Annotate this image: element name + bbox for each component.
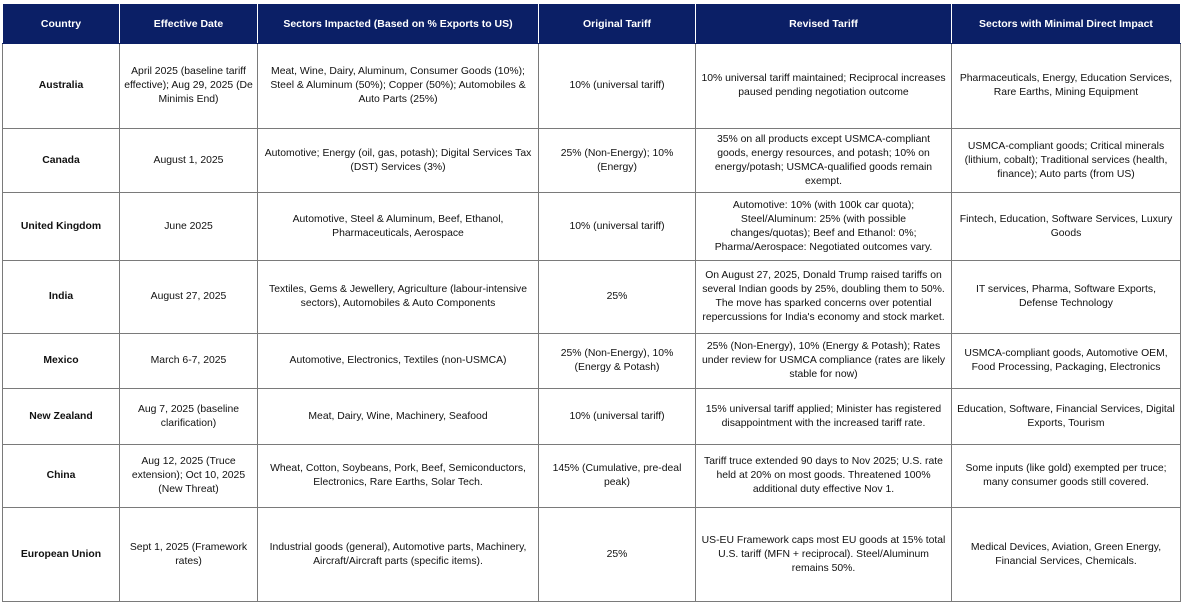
effective-date-cell: August 1, 2025 <box>120 129 258 193</box>
tariff-table-container <box>2 3 1180 600</box>
sectors-impacted-cell: Industrial goods (general), Automotive parts, Machinery, Aircraft/Aircraft parts (specific items). <box>258 508 539 602</box>
original-tariff-cell: 10% (universal tariff) <box>539 389 696 445</box>
sectors-impacted-cell: Automotive; Energy (oil, gas, potash); Digital Services Tax (DST) Services (3%) <box>258 129 539 193</box>
minimal-impact-cell: USMCA-compliant goods, Automotive OEM, Food Processing, Packaging, Electronics <box>952 334 1181 389</box>
revised-tariff-cell: 35% on all products except USMCA-compliant goods, energy resources, and potash; 10% on energy/potash; USMCA-qualified goods remain exempt. <box>696 129 952 193</box>
country-cell: India <box>3 261 120 334</box>
original-tariff-cell: 10% (universal tariff) <box>539 193 696 261</box>
minimal-impact-cell: Some inputs (like gold) exempted per truce; many consumer goods still covered. <box>952 445 1181 508</box>
effective-date-cell: Aug 7, 2025 (baseline clarification) <box>120 389 258 445</box>
sectors-impacted-cell: Meat, Dairy, Wine, Machinery, Seafood <box>258 389 539 445</box>
revised-tariff-cell: Tariff truce extended 90 days to Nov 2025; U.S. rate held at 20% on most goods. Threatened 100% additional duty effective Nov 1. <box>696 445 952 508</box>
column-header-original-tariff: Original Tariff <box>539 4 696 44</box>
country-cell: United Kingdom <box>3 193 120 261</box>
table-row <box>3 193 1181 261</box>
original-tariff-cell: 25% <box>539 261 696 334</box>
effective-date-cell: June 2025 <box>120 193 258 261</box>
column-header-revised-tariff: Revised Tariff <box>696 4 952 44</box>
revised-tariff-cell: On August 27, 2025, Donald Trump raised tariffs on several Indian goods by 25%, doubling them to 50%. The move has sparked concerns over potential repercussions for India's economy and stock market. <box>696 261 952 334</box>
minimal-impact-cell: Fintech, Education, Software Services, Luxury Goods <box>952 193 1181 261</box>
original-tariff-cell: 25% <box>539 508 696 602</box>
table-row <box>3 44 1181 129</box>
minimal-impact-cell: Medical Devices, Aviation, Green Energy, Financial Services, Chemicals. <box>952 508 1181 602</box>
country-cell: China <box>3 445 120 508</box>
minimal-impact-cell: Education, Software, Financial Services, Digital Exports, Tourism <box>952 389 1181 445</box>
original-tariff-cell: 145% (Cumulative, pre-deal peak) <box>539 445 696 508</box>
country-cell: European Union <box>3 508 120 602</box>
column-header-effective-date: Effective Date <box>120 4 258 44</box>
revised-tariff-cell: Automotive: 10% (with 100k car quota); Steel/Aluminum: 25% (with possible changes/quotas); Beef and Ethanol: 0%; Pharma/Aerospace: Negotiated outcomes vary. <box>696 193 952 261</box>
table-row <box>3 261 1181 334</box>
original-tariff-cell: 25% (Non-Energy); 10% (Energy) <box>539 129 696 193</box>
effective-date-cell: Aug 12, 2025 (Truce extension); Oct 10, 2025 (New Threat) <box>120 445 258 508</box>
column-header-minimal-impact: Sectors with Minimal Direct Impact <box>952 4 1181 44</box>
sectors-impacted-cell: Wheat, Cotton, Soybeans, Pork, Beef, Semiconductors, Electronics, Rare Earths, Solar Tech. <box>258 445 539 508</box>
country-cell: Australia <box>3 44 120 129</box>
original-tariff-cell: 10% (universal tariff) <box>539 44 696 129</box>
table-row <box>3 389 1181 445</box>
table-row <box>3 445 1181 508</box>
revised-tariff-cell: 15% universal tariff applied; Minister has registered disappointment with the increased tariff rate. <box>696 389 952 445</box>
sectors-impacted-cell: Textiles, Gems & Jewellery, Agriculture (labour-intensive sectors), Automobiles & Auto Components <box>258 261 539 334</box>
revised-tariff-cell: 10% universal tariff maintained; Reciprocal increases paused pending negotiation outcome <box>696 44 952 129</box>
effective-date-cell: April 2025 (baseline tariff effective); Aug 29, 2025 (De Minimis End) <box>120 44 258 129</box>
sectors-impacted-cell: Automotive, Steel & Aluminum, Beef, Ethanol, Pharmaceuticals, Aerospace <box>258 193 539 261</box>
column-header-country: Country <box>3 4 120 44</box>
effective-date-cell: August 27, 2025 <box>120 261 258 334</box>
tariff-table <box>2 3 1181 602</box>
column-header-sectors-impacted: Sectors Impacted (Based on % Exports to US) <box>258 4 539 44</box>
country-cell: New Zealand <box>3 389 120 445</box>
minimal-impact-cell: USMCA-compliant goods; Critical minerals (lithium, cobalt); Traditional services (health, finance); Auto parts (from US) <box>952 129 1181 193</box>
effective-date-cell: March 6-7, 2025 <box>120 334 258 389</box>
country-cell: Mexico <box>3 334 120 389</box>
country-cell: Canada <box>3 129 120 193</box>
minimal-impact-cell: Pharmaceuticals, Energy, Education Services, Rare Earths, Mining Equipment <box>952 44 1181 129</box>
table-row <box>3 334 1181 389</box>
sectors-impacted-cell: Automotive, Electronics, Textiles (non-USMCA) <box>258 334 539 389</box>
table-row <box>3 129 1181 193</box>
revised-tariff-cell: US-EU Framework caps most EU goods at 15% total U.S. tariff (MFN + reciprocal). Steel/Aluminum remains 50%. <box>696 508 952 602</box>
table-row <box>3 508 1181 602</box>
header-row <box>3 4 1181 44</box>
original-tariff-cell: 25% (Non-Energy), 10% (Energy & Potash) <box>539 334 696 389</box>
effective-date-cell: Sept 1, 2025 (Framework rates) <box>120 508 258 602</box>
sectors-impacted-cell: Meat, Wine, Dairy, Aluminum, Consumer Goods (10%); Steel & Aluminum (50%); Copper (50%); Automobiles & Auto Parts (25%) <box>258 44 539 129</box>
revised-tariff-cell: 25% (Non-Energy), 10% (Energy & Potash); Rates under review for USMCA compliance (rates are likely stable for now) <box>696 334 952 389</box>
minimal-impact-cell: IT services, Pharma, Software Exports, Defense Technology <box>952 261 1181 334</box>
